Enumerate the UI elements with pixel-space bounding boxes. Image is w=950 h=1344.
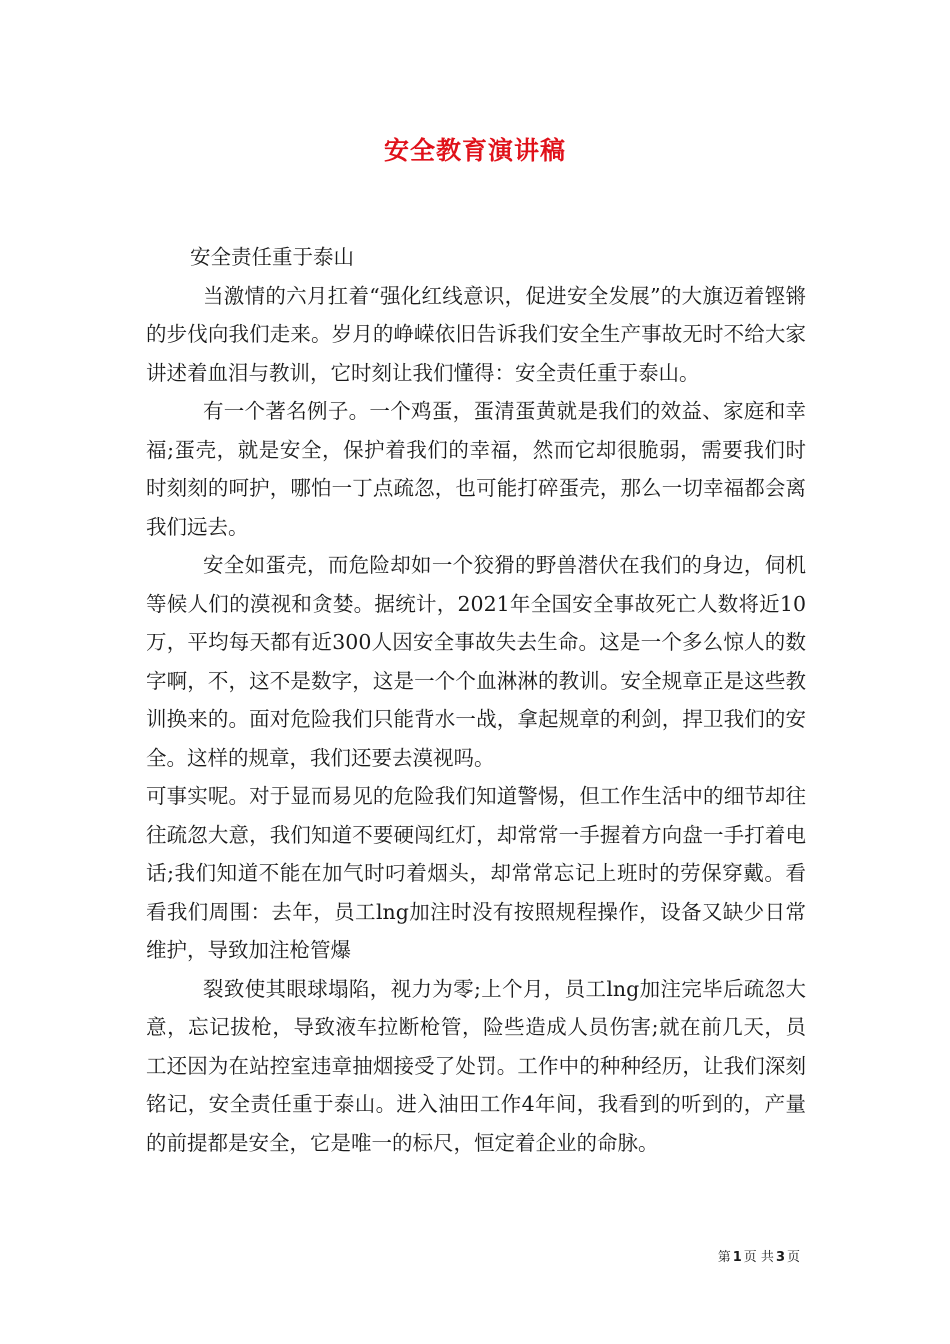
current-page-number: 1 <box>732 1250 742 1265</box>
document-body <box>146 238 806 1162</box>
footer-middle: 页 共 <box>743 1250 774 1265</box>
total-page-count: 3 <box>775 1250 785 1265</box>
paragraph: 裂致使其眼球塌陷，视力为零;上个月，员工lng加注完毕后疏忽大意，忘记拔枪，导致液车拉断枪管，险些造成人员伤害;就在前几天，员工还因为在站控室违章抽烟接受了处罚。工作中的种种经历，让我们深刻铭记，安全责任重于泰山。进入油田工作4年间，我看到的听到的，产量的前提都是安全，它是唯一的标尺，恒定着企业的命脉。 <box>146 976 806 1155</box>
paragraph: 当激情的六月扛着“强化红线意识，促进安全发展”的大旗迈着铿锵的步伐向我们走来。岁月的峥嵘依旧告诉我们安全生产事故无时不给大家讲述着血泪与教训，它时刻让我们懂得：安全责任重于泰山。 <box>146 283 806 385</box>
footer-prefix: 第 <box>717 1250 731 1265</box>
page-footer <box>718 1246 800 1265</box>
paragraph: 安全如蛋壳，而危险却如一个狡猾的野兽潜伏在我们的身边，伺机等候人们的漠视和贪婪。据统计，2021年全国安全事故死亡人数将近10万，平均每天都有近300人因安全事故失去生命。这是一个多么惊人的数字啊，不，这不是数字，这是一个个血淋淋的教训。安全规章正是这些教训换来的。面对危险我们只能背水一战，拿起规章的利剑，捍卫我们的安全。这样的规章，我们还要去漠视吗。 <box>146 553 806 770</box>
footer-suffix: 页 <box>786 1250 800 1265</box>
paragraph: 可事实呢。对于显而易见的危险我们知道警惕，但工作生活中的细节却往往疏忽大意，我们知道不要硬闯红灯，却常常一手握着方向盘一手打着电话;我们知道不能在加气时叼着烟头，却常常忘记上班时的劳保穿戴。看看我们周围：去年，员工lng加注时没有按照规程操作，设备又缺少日常维护，导致加注枪管爆 <box>146 784 806 962</box>
paragraph: 有一个著名例子。一个鸡蛋，蛋清蛋黄就是我们的效益、家庭和幸福;蛋壳，就是安全，保护着我们的幸福，然而它却很脆弱，需要我们时时刻刻的呵护，哪怕一丁点疏忽，也可能打碎蛋壳，那么一切幸福都会离我们远去。 <box>146 399 806 539</box>
document-title: 安全教育演讲稿 <box>383 136 566 165</box>
document-subtitle: 安全责任重于泰山 <box>190 245 354 269</box>
